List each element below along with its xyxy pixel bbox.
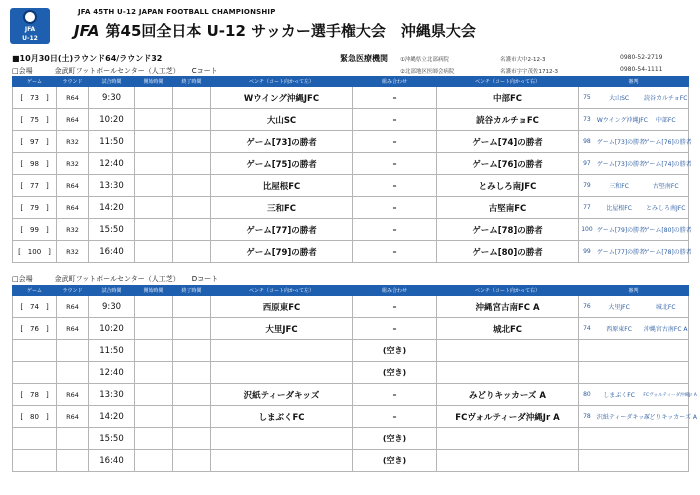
matchup-cell: – xyxy=(353,219,437,241)
round-cell: R32 xyxy=(57,153,89,175)
court-name: Cコート xyxy=(191,67,218,75)
game-number-cell: [ 80 ] xyxy=(13,406,57,428)
end-time-cell xyxy=(173,384,211,406)
match-time-cell: 11:50 xyxy=(89,131,135,153)
referee-game-number: 78 xyxy=(583,413,591,420)
referee-game-number: 79 xyxy=(583,182,591,189)
start-time-cell xyxy=(135,241,173,263)
bench-right-team-cell: ゲーム[74]の勝者 xyxy=(437,131,579,153)
end-time-cell xyxy=(173,197,211,219)
game-number-cell: [ 100 ] xyxy=(13,241,57,263)
soccer-ball-icon xyxy=(23,10,37,24)
referee-game-number xyxy=(579,451,595,471)
referee-team-1: ゲーム[77]の勝者 xyxy=(596,249,646,256)
referee-cell xyxy=(579,197,689,219)
bench-right-team-cell: 沖縄宮古南FC A xyxy=(437,296,579,318)
referee-team-2: FCヴォルティーダ沖縄Jr A xyxy=(643,392,697,398)
referee-game-number: 98 xyxy=(583,138,591,145)
bench-left-team-cell: 沢紙ティーダキッズ xyxy=(211,384,353,406)
emergency-address-1: 名護市大中2-12-3 xyxy=(500,57,546,63)
matchup-cell: – xyxy=(353,153,437,175)
referee-team-2 xyxy=(641,341,688,361)
bench-right-team-cell: 城北FC xyxy=(437,318,579,340)
referee-team-2: 読谷カルチョFC xyxy=(643,95,688,102)
referee-team-1: ゲーム[73]の勝者 xyxy=(596,161,646,168)
round-cell xyxy=(57,340,89,362)
start-time-cell xyxy=(135,175,173,197)
referee-cell xyxy=(579,87,689,109)
end-time-cell xyxy=(173,428,211,450)
bench-right-team-cell: ゲーム[78]の勝者 xyxy=(437,219,579,241)
match-time-cell: 16:40 xyxy=(89,241,135,263)
round-cell: R32 xyxy=(57,241,89,263)
matchup-cell: – xyxy=(353,241,437,263)
date-round: ■10月30日(土)ラウンド64/ラウンド32 xyxy=(12,54,163,63)
bench-right-team-cell: 中部FC xyxy=(437,87,579,109)
referee-cell xyxy=(579,296,689,318)
column-header: 審判 xyxy=(579,77,689,87)
round-cell xyxy=(57,428,89,450)
start-time-cell xyxy=(135,219,173,241)
table-row xyxy=(13,153,689,175)
matchup-cell: – xyxy=(353,109,437,131)
referee-game-number: 77 xyxy=(583,204,591,211)
start-time-cell xyxy=(135,384,173,406)
referee-cell xyxy=(579,131,692,153)
table-row xyxy=(13,219,689,241)
end-time-cell xyxy=(173,362,211,384)
start-time-cell xyxy=(135,131,173,153)
match-time-cell: 15:50 xyxy=(89,219,135,241)
referee-team-2: みどりキッカーズ A xyxy=(643,414,697,421)
schedule-table-c xyxy=(12,76,692,263)
venue-d xyxy=(12,274,218,284)
referee-game-number: 97 xyxy=(583,160,591,167)
bench-right-team-cell xyxy=(437,362,579,384)
table-row xyxy=(13,197,689,219)
end-time-cell xyxy=(173,175,211,197)
referee-game-number xyxy=(579,429,595,449)
referee-team-1: 沢紙ティーダキッズ xyxy=(596,414,651,421)
bench-right-team-cell: 古堅南FC xyxy=(437,197,579,219)
bench-right-team-cell: ゲーム[80]の勝者 xyxy=(437,241,579,263)
column-header: ゲーム xyxy=(13,77,57,87)
game-number-cell: [ 75 ] xyxy=(13,109,57,131)
referee-team-2: ゲーム[76]の勝者 xyxy=(643,139,692,146)
referee-game-number: 80 xyxy=(583,391,591,398)
column-header: 試合時間 xyxy=(89,77,135,87)
column-header: ラウンド xyxy=(57,77,89,87)
bench-right-team-cell xyxy=(437,450,579,472)
english-title: JFA 45TH U-12 JAPAN FOOTBALL CHAMPIONSHIP xyxy=(78,8,276,16)
referee-game-number: 99 xyxy=(583,248,591,255)
bench-left-team-cell: ゲーム[77]の勝者 xyxy=(211,219,353,241)
column-header: ゲーム xyxy=(13,286,57,296)
referee-team-2: 中部FC xyxy=(655,117,676,124)
emergency-tel-1: 0980-52-2719 xyxy=(620,54,663,61)
referee-team-1: しまぶくFC xyxy=(603,392,635,399)
match-time-cell: 15:50 xyxy=(89,428,135,450)
emergency-label: 緊急医療機関 xyxy=(340,54,388,63)
table-row xyxy=(13,384,689,406)
referee-cell xyxy=(579,428,689,450)
referee-team-1: 大山SC xyxy=(609,95,630,102)
start-time-cell xyxy=(135,197,173,219)
game-number-cell xyxy=(13,340,57,362)
start-time-cell xyxy=(135,340,173,362)
bench-left-team-cell: ゲーム[75]の勝者 xyxy=(211,153,353,175)
header-row xyxy=(13,77,689,87)
referee-team-2: とみしろ南JFC xyxy=(645,205,686,212)
venue-name: 金武町フットボールセンター（人工芝） xyxy=(54,275,180,283)
end-time-cell xyxy=(173,153,211,175)
bench-left-team-cell: 大山SC xyxy=(211,109,353,131)
referee-cell xyxy=(579,318,689,340)
match-time-cell: 13:30 xyxy=(89,175,135,197)
match-time-cell: 12:40 xyxy=(89,153,135,175)
court-name: Dコート xyxy=(191,275,219,283)
table-row xyxy=(13,428,689,450)
end-time-cell xyxy=(173,87,211,109)
bench-right-team-cell xyxy=(437,340,579,362)
matchup-cell: – xyxy=(353,87,437,109)
referee-team-1 xyxy=(595,429,642,449)
round-cell: R64 xyxy=(57,109,89,131)
referee-game-number: 74 xyxy=(583,325,591,332)
referee-game-number xyxy=(579,363,595,383)
jfa-logo xyxy=(10,8,50,44)
round-cell: R64 xyxy=(57,296,89,318)
jfa-mark: JFA xyxy=(74,22,100,40)
game-number-cell: [ 74 ] xyxy=(13,296,57,318)
game-number-cell: [ 98 ] xyxy=(13,153,57,175)
column-header: 開始時間 xyxy=(135,286,173,296)
table-row xyxy=(13,318,689,340)
referee-team-1 xyxy=(595,363,642,383)
game-number-cell: [ 99 ] xyxy=(13,219,57,241)
table-row xyxy=(13,175,689,197)
game-number-cell: [ 78 ] xyxy=(13,384,57,406)
column-header: 終了時間 xyxy=(173,77,211,87)
bench-left-team-cell: Wウイング沖縄JFC xyxy=(211,87,353,109)
page-title xyxy=(74,20,476,41)
referee-team-2: 沖縄宮古南FC A xyxy=(643,326,688,333)
game-number-cell xyxy=(13,450,57,472)
column-header: ベンチ（コート向かって左） xyxy=(211,286,353,296)
referee-team-2 xyxy=(641,429,688,449)
referee-team-1 xyxy=(595,451,642,471)
game-number-cell: [ 77 ] xyxy=(13,175,57,197)
start-time-cell xyxy=(135,318,173,340)
matchup-cell: – xyxy=(353,131,437,153)
bench-left-team-cell xyxy=(211,428,353,450)
title-text: 第45回全日本 U-12 サッカー選手権大会 沖縄県大会 xyxy=(105,22,476,40)
bench-left-team-cell: ゲーム[73]の勝者 xyxy=(211,131,353,153)
referee-cell xyxy=(579,241,692,263)
bench-left-team-cell: 比屋根FC xyxy=(211,175,353,197)
venue-label: □会場 xyxy=(12,275,33,283)
match-time-cell: 10:20 xyxy=(89,109,135,131)
venue-name: 金武町フットボールセンター（人工芝） xyxy=(54,67,180,75)
referee-game-number: 75 xyxy=(583,94,591,101)
venue-c xyxy=(12,66,218,76)
table-row xyxy=(13,296,689,318)
column-header: ベンチ（コート向かって左） xyxy=(211,77,353,87)
matchup-cell: (空き) xyxy=(353,340,437,362)
match-time-cell: 14:20 xyxy=(89,406,135,428)
round-cell: R32 xyxy=(57,131,89,153)
start-time-cell xyxy=(135,406,173,428)
bench-right-team-cell: ゲーム[76]の勝者 xyxy=(437,153,579,175)
referee-game-number: 100 xyxy=(581,226,593,233)
matchup-cell: – xyxy=(353,318,437,340)
game-number-cell: [ 76 ] xyxy=(13,318,57,340)
end-time-cell xyxy=(173,109,211,131)
referee-cell xyxy=(579,175,689,197)
referee-cell xyxy=(579,219,692,241)
table-row xyxy=(13,109,689,131)
start-time-cell xyxy=(135,87,173,109)
start-time-cell xyxy=(135,362,173,384)
header-row xyxy=(13,286,689,296)
bench-right-team-cell: 読谷カルチョFC xyxy=(437,109,579,131)
match-time-cell: 11:50 xyxy=(89,340,135,362)
referee-cell xyxy=(579,153,692,175)
referee-team-2: ゲーム[78]の勝者 xyxy=(643,249,692,256)
table-row xyxy=(13,362,689,384)
logo-text-1: JFA xyxy=(24,26,36,33)
referee-team-2 xyxy=(641,363,688,383)
start-time-cell xyxy=(135,428,173,450)
matchup-cell: – xyxy=(353,296,437,318)
column-header: 開始時間 xyxy=(135,77,173,87)
referee-cell xyxy=(579,384,697,406)
matchup-cell: (空き) xyxy=(353,450,437,472)
bench-left-team-cell: 大里JFC xyxy=(211,318,353,340)
bench-left-team-cell xyxy=(211,340,353,362)
start-time-cell xyxy=(135,153,173,175)
end-time-cell xyxy=(173,340,211,362)
end-time-cell xyxy=(173,406,211,428)
emergency-tel-2: 0980-54-1111 xyxy=(620,66,663,73)
column-header: 試合時間 xyxy=(89,286,135,296)
bench-left-team-cell: ゲーム[79]の勝者 xyxy=(211,241,353,263)
referee-team-1: 西原東FC xyxy=(606,326,632,333)
match-time-cell: 16:40 xyxy=(89,450,135,472)
referee-team-1: Wウイング沖縄JFC xyxy=(596,117,648,124)
round-cell xyxy=(57,450,89,472)
referee-game-number: 73 xyxy=(583,116,591,123)
matchup-cell: (空き) xyxy=(353,362,437,384)
column-header: 審判 xyxy=(579,286,689,296)
referee-game-number: 76 xyxy=(583,303,591,310)
matchup-cell: – xyxy=(353,406,437,428)
start-time-cell xyxy=(135,450,173,472)
bench-left-team-cell: しまぶくFC xyxy=(211,406,353,428)
referee-cell xyxy=(579,450,689,472)
end-time-cell xyxy=(173,241,211,263)
start-time-cell xyxy=(135,296,173,318)
referee-team-1: ゲーム[73]の勝者 xyxy=(596,139,646,146)
matchup-cell: – xyxy=(353,384,437,406)
game-number-cell xyxy=(13,428,57,450)
referee-team-2: ゲーム[74]の勝者 xyxy=(643,161,692,168)
bench-left-team-cell xyxy=(211,362,353,384)
match-time-cell: 13:30 xyxy=(89,384,135,406)
venue-label: □会場 xyxy=(12,67,33,75)
emergency-address-2: 名護市字宇茂佐1712-3 xyxy=(500,69,558,75)
end-time-cell xyxy=(173,296,211,318)
referee-team-2: 城北FC xyxy=(655,304,676,311)
referee-team-1: 比屋根FC xyxy=(606,205,632,212)
column-header: 組み合わせ xyxy=(353,286,437,296)
referee-team-1: 大里JFC xyxy=(608,304,630,311)
match-time-cell: 10:20 xyxy=(89,318,135,340)
end-time-cell xyxy=(173,450,211,472)
game-number-cell xyxy=(13,362,57,384)
emergency-hospital-2: ②北部地区医師会病院 xyxy=(400,69,455,75)
bench-right-team-cell xyxy=(437,428,579,450)
end-time-cell xyxy=(173,219,211,241)
round-cell: R64 xyxy=(57,87,89,109)
logo-text-2: U-12 xyxy=(22,35,38,42)
table-row xyxy=(13,340,689,362)
matchup-cell: (空き) xyxy=(353,428,437,450)
referee-game-number xyxy=(579,341,595,361)
matchup-cell: – xyxy=(353,175,437,197)
referee-team-2: 古堅南FC xyxy=(652,183,679,190)
bench-left-team-cell xyxy=(211,450,353,472)
referee-team-2 xyxy=(641,451,688,471)
referee-cell xyxy=(579,109,689,131)
bench-right-team-cell: FCヴォルティーダ沖縄Jr A xyxy=(437,406,579,428)
game-number-cell: [ 73 ] xyxy=(13,87,57,109)
game-number-cell: [ 79 ] xyxy=(13,197,57,219)
emergency-hospital-1: ①沖縄県立北部病院 xyxy=(400,57,449,63)
referee-cell xyxy=(579,340,689,362)
bench-left-team-cell: 西原東FC xyxy=(211,296,353,318)
match-time-cell: 14:20 xyxy=(89,197,135,219)
column-header: 組み合わせ xyxy=(353,77,437,87)
referee-team-1 xyxy=(595,341,642,361)
end-time-cell xyxy=(173,318,211,340)
match-time-cell: 12:40 xyxy=(89,362,135,384)
round-cell: R64 xyxy=(57,197,89,219)
table-row xyxy=(13,406,689,428)
bench-right-team-cell: とみしろ南JFC xyxy=(437,175,579,197)
round-cell: R32 xyxy=(57,219,89,241)
referee-cell xyxy=(579,362,689,384)
referee-team-1: 三和FC xyxy=(609,183,629,190)
table-row xyxy=(13,450,689,472)
game-number-cell: [ 97 ] xyxy=(13,131,57,153)
schedule-table-d xyxy=(12,285,697,472)
end-time-cell xyxy=(173,131,211,153)
column-header: ベンチ（コート向かって右） xyxy=(437,77,579,87)
table-row xyxy=(13,131,689,153)
column-header: 終了時間 xyxy=(173,286,211,296)
round-cell: R64 xyxy=(57,406,89,428)
match-time-cell: 9:30 xyxy=(89,87,135,109)
table-row xyxy=(13,87,689,109)
round-cell: R64 xyxy=(57,384,89,406)
round-cell xyxy=(57,362,89,384)
bench-left-team-cell: 三和FC xyxy=(211,197,353,219)
bench-right-team-cell: みどりキッカーズ A xyxy=(437,384,579,406)
referee-cell xyxy=(579,406,697,428)
referee-team-2: ゲーム[80]の勝者 xyxy=(643,227,692,234)
match-time-cell: 9:30 xyxy=(89,296,135,318)
column-header: ラウンド xyxy=(57,286,89,296)
start-time-cell xyxy=(135,109,173,131)
matchup-cell: – xyxy=(353,197,437,219)
column-header: ベンチ（コート向かって右） xyxy=(437,286,579,296)
referee-team-1: ゲーム[79]の勝者 xyxy=(596,227,646,234)
table-row xyxy=(13,241,689,263)
round-cell: R64 xyxy=(57,318,89,340)
round-cell: R64 xyxy=(57,175,89,197)
